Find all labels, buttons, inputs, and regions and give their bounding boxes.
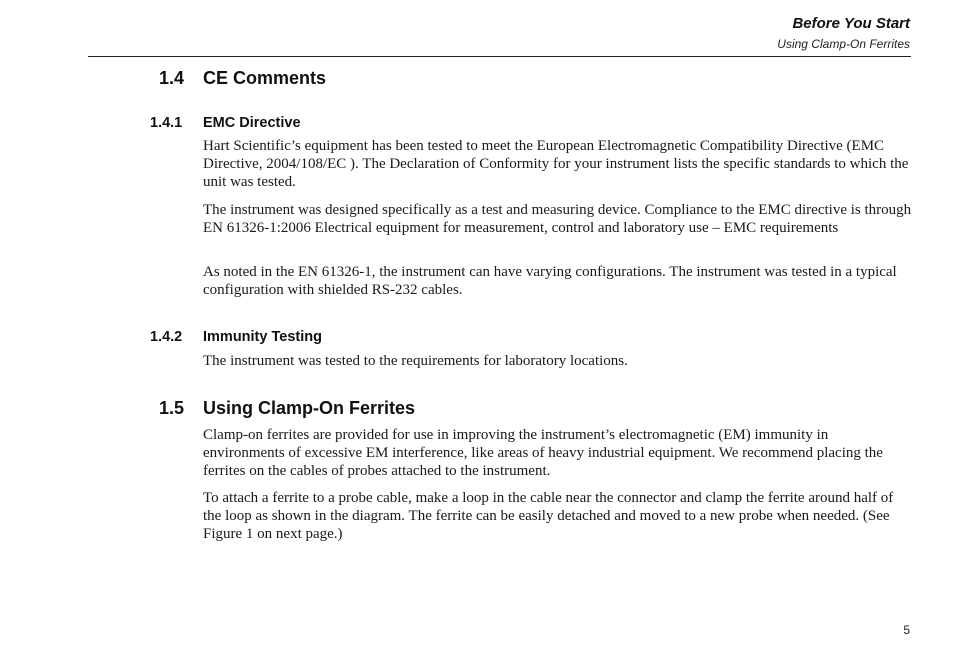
paragraph: The instrument was tested to the requirements for laboratory locations. (203, 353, 628, 369)
paragraph: To attach a ferrite to a probe cable, make a loop in the cable near the connector and clamp the ferrite around half of the loop as shown in the diagram. The ferrite can be easily detached and moved to a new probe when needed. (See Figure 1 on next page.) (203, 490, 894, 542)
heading-number: 1.4.2 (150, 329, 183, 345)
heading-text: Immunity Testing (203, 329, 322, 345)
heading-number: 1.4 (159, 68, 185, 88)
running-header-subtitle: Using Clamp-On Ferrites (777, 37, 910, 51)
page-number: 5 (903, 623, 910, 637)
heading-1-4-1 (150, 115, 301, 131)
heading-text: CE Comments (203, 68, 327, 88)
heading-text: EMC Directive (203, 115, 301, 131)
paragraph: Hart Scientific’s equipment has been tested to meet the European Electromagnetic Compatibility Directive (EMC Directive, 2004/108/EC ). The Declaration of Conformity for your instrument lists the specific standards to which the unit was tested. (203, 138, 909, 190)
heading-number: 1.5 (159, 398, 185, 418)
header-divider (88, 56, 911, 57)
heading-1-4 (159, 68, 326, 89)
paragraph: Clamp-on ferrites are provided for use in improving the instrument’s electromagnetic (EM) immunity in environments of excessive EM interference, like areas of heavy industrial equipment. We recommend placing the ferrites on the cables of probes attached to the instrument. (203, 427, 883, 479)
heading-1-5 (159, 398, 415, 419)
heading-text: Using Clamp-On Ferrites (203, 398, 416, 418)
heading-number: 1.4.1 (150, 115, 183, 131)
paragraph: The instrument was designed specifically as a test and measuring device. Compliance to the EMC directive is through EN 61326-1:2006 Electrical equipment for measurement, control and laboratory use – EMC requirements (203, 202, 912, 236)
running-header-title: Before You Start (792, 15, 910, 32)
heading-1-4-2 (150, 329, 322, 345)
paragraph: As noted in the EN 61326-1, the instrument can have varying configurations. The instrument was tested in a typical configuration with shielded RS-232 cables. (203, 264, 897, 298)
